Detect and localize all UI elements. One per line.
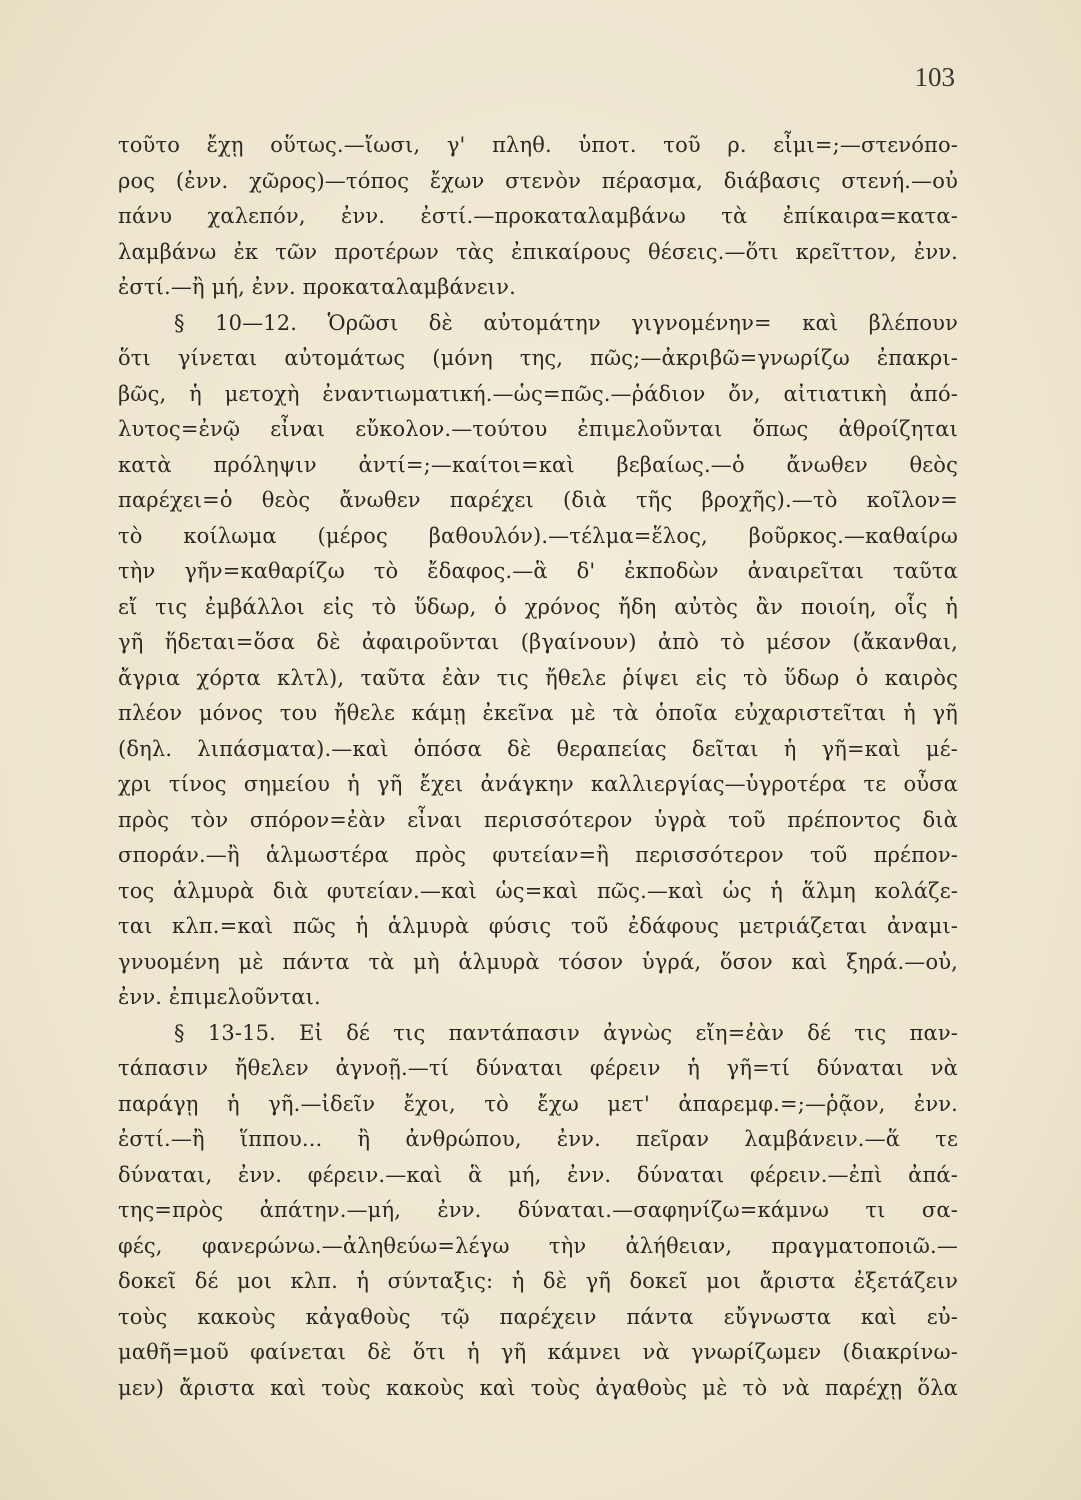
text-line: πλέον μόνος του ἤθελε κάμῃ ἐκεῖνα μὲ τὰ ὁποῖα εὐχαριστεῖται ἡ γῆ [118, 701, 958, 725]
text-line: γῆ ἥδεται=ὅσα δὲ ἀφαιροῦνται (βγαίνουν) ἀπὸ τὸ μέσον (ἄκανθαι, [118, 630, 958, 654]
section-heading-10-12: § 10—12. Ὁρῶσι δὲ αὐτομάτην γιγνομένην= καὶ βλέπουν [174, 310, 958, 335]
text-line: ἐστί.—ἢ μή, ἐνν. προκαταλαμβάνειν. [118, 275, 516, 299]
text-line: ἐνν. ἐπιμελοῦνται. [118, 985, 321, 1009]
text-line: παράγῃ ἡ γῆ.—ἰδεῖν ἔχοι, τὸ ἔχω μετ' ἀπαρεμφ.=;—ῥᾷον, ἐνν. [118, 1091, 958, 1116]
text-line: εἴ τις ἐμβάλλοι εἰς τὸ ὕδωρ, ὁ χρόνος ἤδη αὐτὸς ἂν ποιοίη, οἷς ἡ [118, 594, 958, 619]
text-line: χρι τίνος σημείου ἡ γῆ ἔχει ἀνάγκην καλλιεργίας—ὑγροτέρα τε οὖσα [118, 772, 958, 796]
text-line: ὅτι γίνεται αὐτομάτως (μόνη της, πῶς;—ἀκριβῶ=γνωρίζω ἐπακρι- [118, 346, 958, 370]
text-line: τος ἁλμυρὰ διὰ φυτείαν.—καὶ ὡς=καὶ πῶς.—καὶ ὡς ἡ ἅλμη κολάζε- [118, 878, 958, 903]
text-line: τὴν γῆν=καθαρίζω τὸ ἔδαφος.—ἃ δ' ἐκποδὼν ἀναιρεῖται ταῦτα [118, 559, 958, 583]
commentary-text [118, 128, 958, 1406]
text-line: πρὸς τὸν σπόρον=ἐὰν εἶναι περισσότερον ὑγρὰ τοῦ πρέποντος διὰ [118, 807, 958, 832]
text-line: ἄγρια χόρτα κλτλ), ταῦτα ἐὰν τις ἤθελε ῥίψει εἰς τὸ ὕδωρ ὁ καιρὸς [118, 665, 958, 690]
text-line: φές, φανερώνω.—ἀληθεύω=λέγω τὴν ἀλήθειαν, πραγματοποιῶ.— [118, 1233, 958, 1258]
text-line: παρέχει=ὁ θεὸς ἄνωθεν παρέχει (διὰ τῆς βροχῆς).—τὸ κοῖλον= [118, 488, 958, 512]
section-heading-13-15: § 13-15. Εἰ δέ τις παντάπασιν ἀγνὼς εἴη=ἐὰν δέ τις παν- [174, 1020, 958, 1045]
text-line: λυτος=ἐνῷ εἶναι εὔκολον.—τούτου ἐπιμελοῦνται ὅπως ἀθροίζηται [118, 417, 958, 441]
text-line: γνυομένη μὲ πάντα τὰ μὴ ἁλμυρὰ τόσον ὑγρά, ὅσον καὶ ξηρά.—οὐ, [118, 949, 958, 974]
text-line: δοκεῖ δέ μοι κλπ. ἡ σύνταξις: ἡ δὲ γῆ δοκεῖ μοι ἄριστα ἐξετάζειν [118, 1269, 958, 1293]
text-line: σποράν.—ἢ ἁλμωστέρα πρὸς φυτείαν=ἢ περισσότερον τοῦ πρέπον- [118, 843, 958, 867]
text-line: πάνυ χαλεπόν, ἐνν. ἐστί.—προκαταλαμβάνω τὰ ἐπίκαιρα=κατα- [118, 204, 958, 228]
text-line: τὸ κοίλωμα (μέρος βαθουλόν).—τέλμα=ἕλος, βοῦρκος.—καθαίρω [118, 523, 958, 548]
text-line: μεν) ἄριστα καὶ τοὺς κακοὺς καὶ τοὺς ἀγαθοὺς μὲ τὸ νὰ παρέχῃ ὅλα [118, 1375, 958, 1400]
text-line: ἐστί.—ἢ ἵππου... ἢ ἀνθρώπου, ἐνν. πεῖραν λαμβάνειν.—ἅ τε [118, 1127, 958, 1151]
text-line: βῶς, ἡ μετοχὴ ἐναντιωματική.—ὡς=πῶς.—ῥάδιον ὄν, αἰτιατικὴ ἀπό- [118, 381, 958, 406]
text-line: (δηλ. λιπάσματα).—καὶ ὁπόσα δὲ θεραπείας δεῖται ἡ γῆ=καὶ μέ- [118, 736, 958, 761]
page-number: 103 [914, 62, 955, 92]
text-line: δύναται, ἐνν. φέρειν.—καὶ ἃ μή, ἐνν. δύναται φέρειν.—ἐπὶ ἀπά- [118, 1162, 958, 1187]
text-line: τοῦτο ἔχῃ οὕτως.—ἴωσι, γ' πληθ. ὑποτ. τοῦ ρ. εἶμι=;—στενόπο- [118, 133, 958, 157]
text-line: λαμβάνω ἐκ τῶν προτέρων τὰς ἐπικαίρους θέσεις.—ὅτι κρεῖττον, ἐνν. [118, 239, 958, 264]
text-line: τάπασιν ἤθελεν ἀγνοῇ.—τί δύναται φέρειν ἡ γῆ=τί δύναται νὰ [118, 1056, 958, 1080]
text-line: ρος (ἐνν. χῶρος)—τόπος ἔχων στενὸν πέρασμα, διάβασις στενή.—οὐ [118, 168, 958, 193]
text-line: ται κλπ.=καὶ πῶς ἡ ἁλμυρὰ φύσις τοῦ ἐδάφους μετριάζεται ἀναμι- [118, 914, 958, 938]
text-line: της=πρὸς ἀπάτην.—μή, ἐνν. δύναται.—σαφηνίζω=κάμνω τι σα- [118, 1198, 958, 1222]
text-line: μαθῆ=μοῦ φαίνεται δὲ ὅτι ἡ γῆ κάμνει νὰ γνωρίζωμεν (διακρίνω- [118, 1340, 958, 1364]
text-line: κατὰ πρόληψιν ἀντί=;—καίτοι=καὶ βεβαίως.—ὁ ἄνωθεν θεὸς [118, 452, 958, 477]
text-line: τοὺς κακοὺς κἀγαθοὺς τῷ παρέχειν πάντα εὔγνωστα καὶ εὐ- [118, 1304, 958, 1329]
